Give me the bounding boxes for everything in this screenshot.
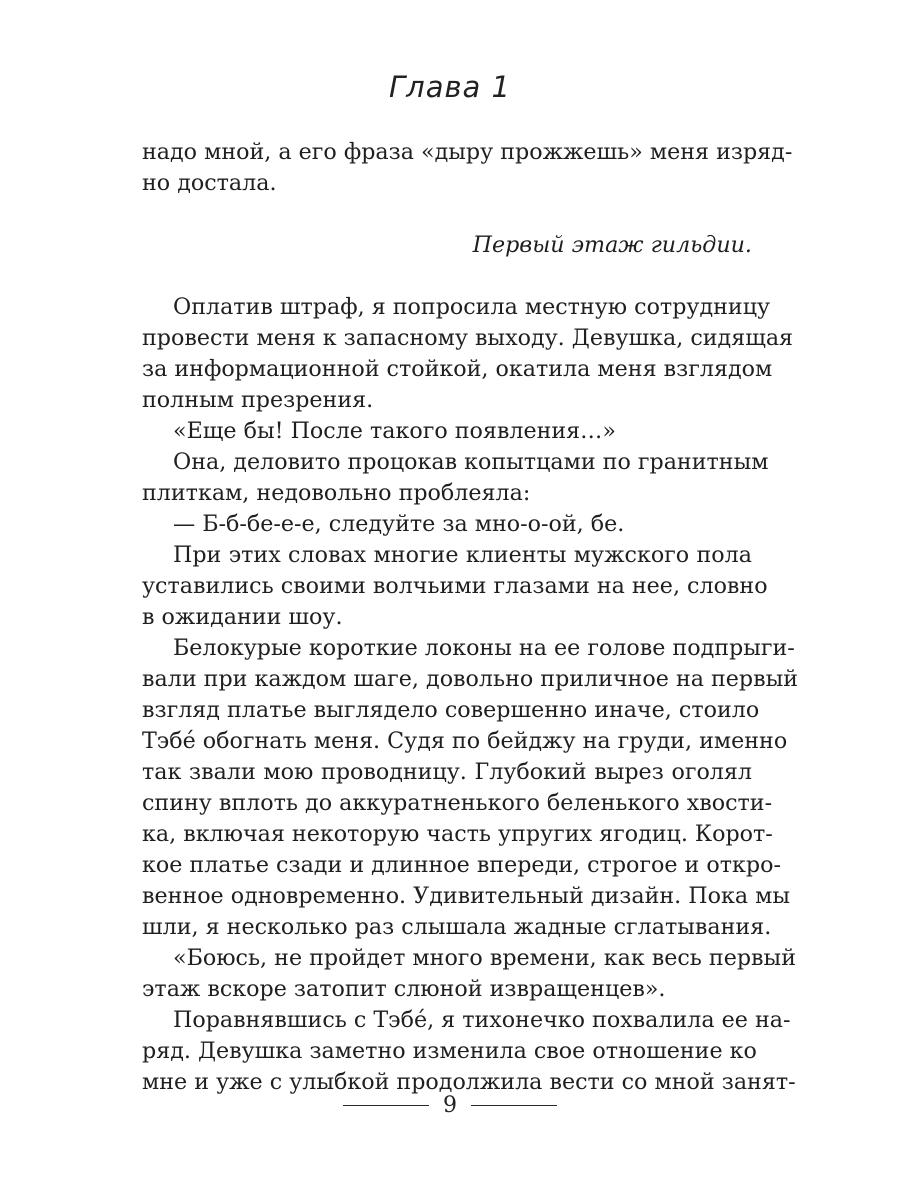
text-line: мне и уже с улыбкой продолжила вести со мной занят- [142, 1069, 796, 1095]
text-line: этаж вскоре затопит слюной извращенцев». [142, 976, 666, 1002]
text-line: плиткам, недовольно проблеяла: [142, 480, 531, 506]
text-line: кое платье сзади и длинное впереди, строгое и откро- [142, 852, 781, 878]
dialogue-line: — Б-б-бе-е-е, следуйте за мно-о-ой, бе. [173, 511, 625, 537]
text-line: шли, я несколько раз слышала жадные сглатывания. [142, 914, 772, 940]
text-line: «Боюсь, не пройдет много времени, как весь первый [173, 945, 796, 971]
text-line: ка, включая некоторую часть упругих ягодиц. Корот- [142, 821, 773, 847]
text-line: Она, деловито процокав копытцами по гранитным [173, 449, 769, 475]
footer-rule-left [343, 1105, 429, 1106]
page-number: 9 [443, 1093, 457, 1118]
text-line: уставились своими волчьими глазами на нее, словно [142, 573, 768, 599]
chapter-header: Глава 1 [389, 70, 511, 104]
text-line: спину вплоть до аккуратненького беленького хвости- [142, 790, 773, 816]
text-line: Тэбе́ обогнать меня. Судя по бейджу на груди, именно [142, 728, 788, 754]
footer-rule-right [471, 1105, 557, 1106]
spacer [142, 261, 752, 292]
spacer [142, 199, 752, 230]
text-line: Поравнявшись с Тэбе́, я тихонечко похвалила ее на- [173, 1007, 791, 1033]
text-line: так звали мою проводницу. Глубокий вырез оголял [142, 759, 752, 785]
page-footer [0, 1093, 900, 1118]
text-line: взгляд платье выглядело совершенно иначе, стоило [142, 697, 760, 723]
text-line: венное одновременно. Удивительный дизайн. Пока мы [142, 883, 791, 909]
text-line: вали при каждом шаге, довольно приличное на первый [142, 666, 799, 692]
text-line: ряд. Девушка заметно изменила свое отношение ко [142, 1038, 757, 1064]
text-line: При этих словах многие клиенты мужского пола [173, 542, 752, 568]
page-body [142, 137, 799, 1098]
text-line: Белокурые короткие локоны на ее голове подпрыги- [173, 635, 795, 661]
text-line: Оплатив штраф, я попросила местную сотрудницу [173, 294, 771, 320]
text-line: за информационной стойкой, окатила меня взглядом [142, 356, 773, 382]
text-line: провести меня к запасному выходу. Девушка, сидящая [142, 325, 794, 351]
scene-heading: Первый этаж гильдии. [472, 232, 752, 258]
text-line: в ожидании шоу. [142, 604, 343, 630]
text-line: но достала. [142, 170, 277, 196]
text-line: полным презрения. [142, 387, 374, 413]
text-line: «Еще бы! После такого появления…» [173, 418, 616, 444]
text-line: надо мной, а его фраза «дыру прожжешь» меня изряд- [142, 139, 793, 165]
